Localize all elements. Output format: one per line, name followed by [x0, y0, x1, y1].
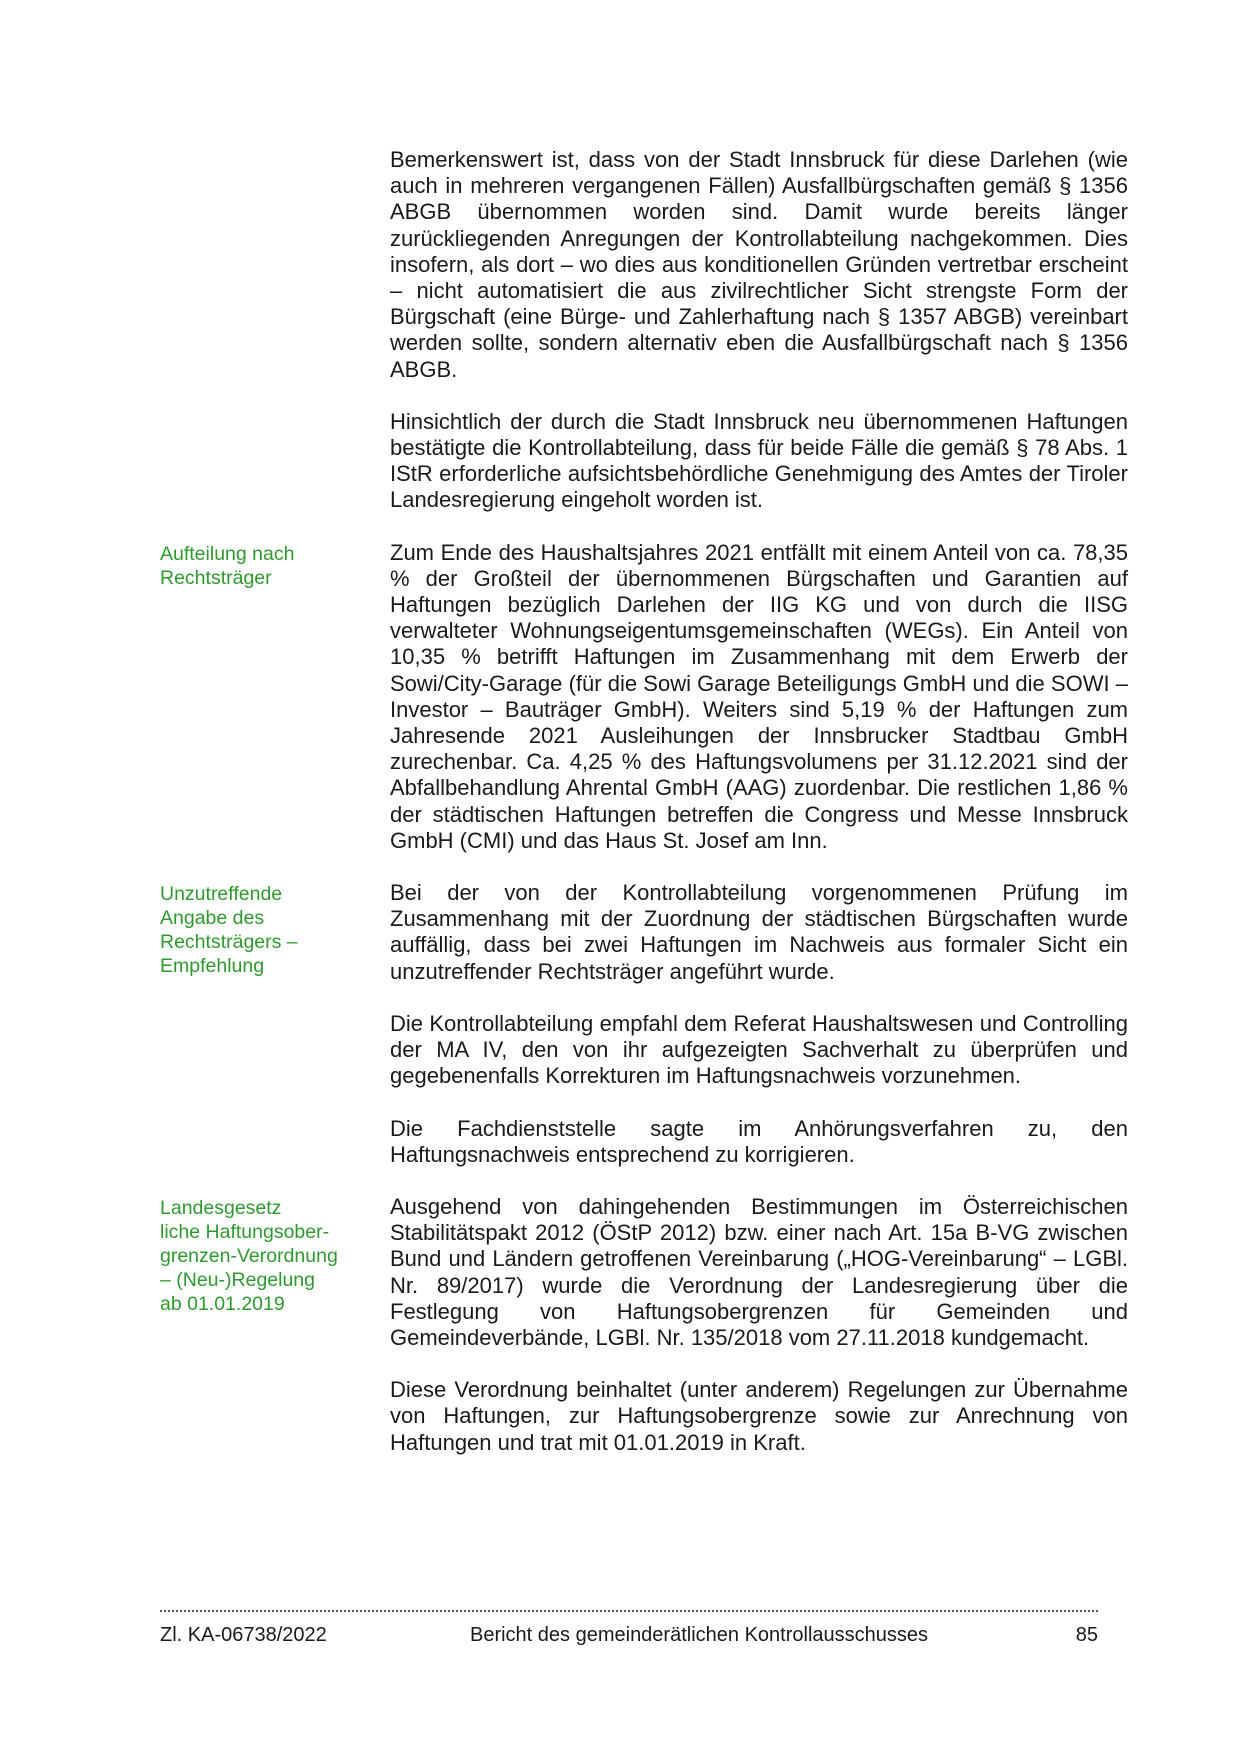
- section-aufteilung: [160, 540, 1128, 854]
- section-text: [390, 1194, 1128, 1456]
- section-unzutreffende-angabe: [160, 880, 1128, 1168]
- paragraph: Diese Verordnung beinhaltet (unter anderem) Regelungen zur Übernahme von Haftungen, zur Haftungsobergrenze sowie zur Anrechnung von Haftungen und trat mit 01.01.2019 in Kraft.: [390, 1377, 1128, 1455]
- section-haftungsobergrenzen: [160, 1194, 1128, 1456]
- section-intro: [160, 147, 1128, 514]
- section-text: [390, 540, 1128, 854]
- margin-note: Landesgesetz liche Haftungsober- grenzen-Verordnung – (Neu-)Regelung ab 01.01.2019: [160, 1196, 338, 1315]
- document-body: [160, 147, 1128, 1482]
- paragraph: Ausgehend von dahingehenden Bestimmungen im Österreichischen Stabilitätspakt 2012 (ÖStP 2012) bzw. einer nach Art. 15a B-VG zwischen Bund und Ländern getroffenen Vereinbarung („HOG-Vereinbarung“ – LGBl. Nr. 89/2017) wurde die Verordnung der Landesregierung über die Festlegung von Haftungsobergrenzen für Gemeinden und Gemeindeverbände, LGBl. Nr. 135/2018 vom 27.11.2018 kundgemacht.: [390, 1193, 1128, 1350]
- margin-note: [160, 147, 390, 149]
- footer-divider: [160, 1610, 1098, 1612]
- paragraph: Die Fachdienststelle sagte im Anhörungsverfahren zu, den Haftungsnachweis entsprechend zu korrigieren.: [390, 1115, 1128, 1167]
- paragraph: Die Kontrollabteilung empfahl dem Referat Haushaltswesen und Controlling der MA IV, den von ihr aufgezeigten Sachverhalt zu überprüfen und gegebenenfalls Korrekturen im Haftungsnachweis vorzunehmen.: [390, 1010, 1128, 1089]
- footer-title: Bericht des gemeinderätlichen Kontrollausschusses: [469, 1624, 929, 1646]
- paragraph: Bemerkenswert ist, dass von der Stadt Innsbruck für diese Darlehen (wie auch in mehreren vergangenen Fällen) Ausfallbürgschaften gemäß § 1356 ABGB übernommen worden sind. Damit wurde bereits länger zurückliegenden Anregungen der Kontrollabteilung nachgekommen. Dies insofern, als dort – wo dies aus konditionellen Gründen vertretbar erscheint – nicht automatisiert die aus zivilrechtlicher Sicht strengste Form der Bürgschaft (eine Bürge- und Zahlerhaftung nach § 1357 ABGB) vereinbart werden sollte, sondern alternativ eben die Ausfallbürgschaft nach § 1356 ABGB.: [390, 147, 1128, 382]
- footer-row: [160, 1624, 1098, 1647]
- footer-reference: Zl. KA-06738/2022: [160, 1624, 327, 1646]
- paragraph: Bei der von der Kontrollabteilung vorgenommenen Prüfung im Zusammenhang mit der Zuordnung der städtischen Bürgschaften wurde auffällig, dass bei zwei Haftungen im Nachweis aus formaler Sicht ein unzutreffender Rechtsträger angeführt wurde.: [390, 880, 1128, 984]
- margin-note: Aufteilung nach Rechtsträger: [160, 542, 295, 589]
- section-text: [390, 147, 1128, 514]
- page-footer: [160, 1610, 1098, 1647]
- section-text: [390, 880, 1128, 1168]
- paragraph: Zum Ende des Haushaltsjahres 2021 entfällt mit einem Anteil von ca. 78,35 % der Großteil der übernommenen Bürgschaften und Garantien auf Haftungen bezüglich Darlehen der IIG KG und von durch die IISG verwalteter Wohnungseigentumsgemeinschaften (WEGs). Ein Anteil von 10,35 % betrifft Haftungen im Zusammenhang mit dem Erwerb der Sowi/City-Garage (für die Sowi Garage Beteiligungs GmbH und die SOWI – Investor – Bauträger GmbH). Weiters sind 5,19 % der Haftungen zum Jahresende 2021 Ausleihungen der Innsbrucker Stadtbau GmbH zurechenbar. Ca. 4,25 % des Haftungsvolumens per 31.12.2021 sind der Abfallbehandlung Ahrental GmbH (AAG) zuordenbar. Die restlichen 1,86 % der städtischen Haftungen betreffen die Congress und Messe Innsbruck GmbH (CMI) und das Haus St. Josef am Inn.: [390, 539, 1128, 853]
- page-number: 85: [1075, 1624, 1098, 1646]
- margin-note: Unzutreffende Angabe des Rechtsträgers – Empfehlung: [160, 883, 298, 978]
- paragraph: Hinsichtlich der durch die Stadt Innsbruck neu übernommenen Haftungen bestätigte die Kontrollabteilung, dass für beide Fälle die gemäß § 78 Abs. 1 IStR erforderliche aufsichtsbehördliche Genehmigung des Amtes der Tiroler Landesregierung eingeholt worden ist.: [390, 408, 1128, 513]
